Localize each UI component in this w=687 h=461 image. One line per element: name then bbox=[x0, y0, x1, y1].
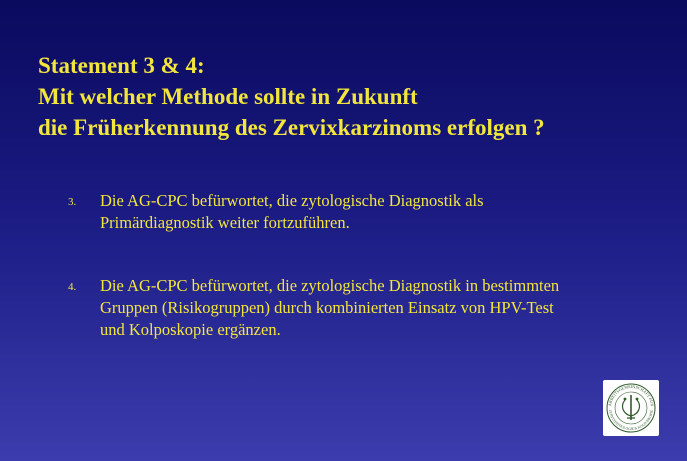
statement-3-line-2: Primärdiagnostik weiter fortzuführen. bbox=[100, 213, 350, 232]
statement-4-line-3: und Kolposkopie ergänzen. bbox=[100, 320, 281, 339]
slide-title-line-2: Mit welcher Methode sollte in Zukunft bbox=[38, 84, 418, 109]
logo-ring-text-top: ARBEITSGEMEINSCHAFT FÜR bbox=[607, 383, 655, 407]
ag-cpc-seal-logo-icon bbox=[603, 380, 659, 436]
statement-4-line-2: Gruppen (Risikogruppen) durch kombinierten Einsatz von HPV-Test bbox=[100, 298, 554, 317]
statement-4 bbox=[68, 275, 668, 347]
statement-3-text bbox=[100, 190, 670, 234]
statement-3 bbox=[68, 190, 668, 240]
statement-3-line-1: Die AG-CPC befürwortet, die zytologische Diagnostik als bbox=[100, 191, 484, 210]
statement-4-text bbox=[100, 275, 670, 341]
statement-4-line-1: Die AG-CPC befürwortet, die zytologische Diagnostik in bestimmten bbox=[100, 276, 560, 295]
slide-title-line-3: die Früherkennung des Zervixkarzinoms erfolgen ? bbox=[38, 115, 545, 140]
slide-title-line-1: Statement 3 & 4: bbox=[38, 53, 205, 78]
statement-4-number: 4. bbox=[68, 281, 77, 293]
slide-title bbox=[38, 50, 668, 143]
logo-ring-text-bottom: ZERVIXPATHOLOGIE & KOLPOSKOPIE bbox=[608, 409, 654, 432]
statement-3-number: 3. bbox=[68, 196, 77, 208]
